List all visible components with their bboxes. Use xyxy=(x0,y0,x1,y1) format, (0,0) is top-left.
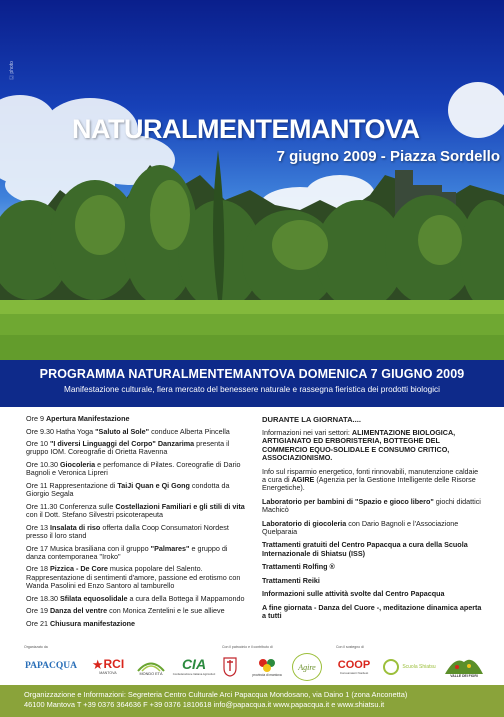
activity-item xyxy=(262,541,484,558)
footer-contact-details: 46100 Mantova T +39 0376 364636 F +39 0376 1810618 info@papacqua.it www.papacqua.it e www.shiatsu.it xyxy=(24,700,385,709)
papacqua-logo: PAPACQUA xyxy=(25,661,77,671)
valle-landscape-icon xyxy=(445,654,483,674)
schedule-item-text: presenta il gruppo IOM. Coreografie di Orietta Ravenna xyxy=(26,439,230,457)
activity-item xyxy=(262,604,484,621)
schedule-item-text: Ore 9.30 Hatha Yoga xyxy=(26,426,96,436)
organizer-label: Organizzato da xyxy=(24,645,48,649)
schedule-item xyxy=(26,415,248,423)
activity-item-highlight: Trattamenti Reiki xyxy=(262,575,320,585)
schedule-item-text: Ore 10.30 xyxy=(26,459,60,469)
program-band xyxy=(0,360,504,407)
activity-item-highlight: Trattamenti gratuiti del Centro Papacqua a cura della Scuola Internazionale di Shiatsu (ISS) xyxy=(262,540,468,558)
schedule-item-text: offerta dalla Coop Consumatori Nordest presso il loro stand xyxy=(26,522,229,541)
footer-organization: Organizzazione e Informazioni: Segreteria Centro Culturale Arci Papacqua Mondosano, via Daino 1 (zona Anconetta) xyxy=(24,690,408,699)
schedule-item-text: Ore 21 xyxy=(26,618,50,628)
schedule-item-text: a cura della Bottega il Mappamondo xyxy=(127,593,245,603)
schedule-item-text: Ore 18.30 xyxy=(26,593,60,603)
schedule-item-highlight: "Palmares" xyxy=(150,543,190,553)
valle-dei-fiori-logo: VALLE DEI FIORI xyxy=(442,651,486,681)
schedule-item-text: Ore 11.30 Conferenza sulle xyxy=(26,501,116,511)
activity-item xyxy=(262,468,484,493)
schedule-item xyxy=(26,524,248,541)
activity-item-highlight: Laboratorio per bambini di "Spazio e gioco libero" xyxy=(262,496,434,506)
schedule-item xyxy=(26,440,248,457)
activity-item xyxy=(262,498,484,515)
schedule-item-text: conduce Alberta Pincella xyxy=(149,426,230,436)
event-date: 7 giugno 2009 - Piazza Sordello xyxy=(276,148,500,165)
schedule-item xyxy=(26,595,248,603)
mondo-eta-logo: MONDO ETÀ xyxy=(134,653,168,679)
schedule-item-highlight: "I diversi Linguaggi del Corpo" Danzarima xyxy=(49,439,195,448)
schedule-item-text: Ore 9 xyxy=(26,414,46,423)
activity-item-highlight: AGIRE xyxy=(291,475,315,485)
schedule-item-text: Ore 17 Musica brasiliana con il gruppo xyxy=(26,543,151,553)
activity-item xyxy=(262,577,484,585)
provincia-flower-icon xyxy=(257,657,277,673)
activity-item xyxy=(262,520,484,537)
schedule-item-text: Ore 10 xyxy=(26,439,50,448)
activity-item-text: Informazioni nei vari settori: xyxy=(262,428,352,437)
collab-label: Con il patrocinio e il contributo di xyxy=(222,645,273,649)
schedule-item xyxy=(26,428,248,436)
schedule-item-highlight: Insalata di riso xyxy=(49,522,101,532)
activity-item-highlight: A fine giornata - Danza del Cuore -, meditazione dinamica aperta a tutti xyxy=(262,602,482,620)
comune-crest-icon xyxy=(220,655,240,679)
activities-heading: DURANTE LA GIORNATA.... xyxy=(262,415,361,424)
photo-credit-tag: Ⓒ photo xyxy=(9,61,15,80)
schedule-item-highlight: "Saluto al Sole" xyxy=(95,426,150,436)
arci-star-icon: ★ xyxy=(91,656,104,672)
schedule-item-highlight: Sfilata equosolidale xyxy=(59,593,128,603)
schedule-item-text: Ore 18 xyxy=(26,564,50,574)
shiatsu-circle-icon xyxy=(382,658,400,676)
schedule-item-text: musica popolare del Salento. Rappresentazione di sentimenti d'amore, passione ed erotismo con Wanda Pasolini ed Enzo Santoro al tamburello xyxy=(26,564,241,591)
schedule-item xyxy=(26,503,248,520)
schedule-item xyxy=(26,620,248,628)
schedule-item-highlight: Costellazioni Familiari e gli stili di vita xyxy=(115,501,245,511)
schedule-item-highlight: Pizzica - De Core xyxy=(49,564,108,574)
sponsor-logos xyxy=(0,643,504,685)
schedule-item-highlight: Giocoleria xyxy=(59,459,96,469)
activity-item xyxy=(262,590,484,598)
schedule-item-highlight: Danza del ventre xyxy=(49,606,108,616)
support-label: Con il sostegno di xyxy=(336,645,364,649)
schedule-item-text: Ore 13 xyxy=(26,522,50,532)
schedule-item xyxy=(26,545,248,562)
agire-logo: Agire xyxy=(292,653,322,681)
schedule-item-text: con il Dott. Stefano Silvestri psicoterapeuta xyxy=(26,510,164,520)
activity-item-text: Info sul risparmio energetico, fonti rinnovabili, manutenzione caldaie a cura di xyxy=(262,466,479,485)
arci-logo: ★ RCI MANTOVA xyxy=(91,656,125,675)
activity-item-text: giochi didattici Machicò xyxy=(262,496,481,515)
schedule-item xyxy=(26,461,248,478)
schedule-item-text: condotta da Giorgio Segala xyxy=(26,480,230,499)
cia-logo: CIA Confederazione Italiana Agricoltori xyxy=(172,656,216,676)
wheat-icon xyxy=(136,656,166,672)
program-body xyxy=(0,407,504,643)
schedule-column xyxy=(26,415,248,632)
program-subtitle: Manifestazione culturale, fiera mercato del benessere naturale e rassegna fieristica dei prodotti biologici xyxy=(64,385,440,394)
activity-item-highlight: ALIMENTAZIONE BIOLOGICA, ARTIGIANATO ED ERBORISTERIA, BOTTEGHE DEL COMMERCIO EQUO-SOLIDALE E CONSUMO CRITICO, ASSOCIAZIONISMO. xyxy=(262,428,456,463)
schedule-item-text: Ore 11 Rappresentazione di xyxy=(26,480,118,490)
activities-column xyxy=(262,415,484,625)
event-title: NATURALMENTEMANTOVA xyxy=(72,114,420,144)
schedule-item-highlight: TaiJi Quan e Qi Gong xyxy=(117,480,190,490)
coop-logo: COOP Consumatori Nordest xyxy=(337,659,371,675)
program-title: PROGRAMMA NATURALMENTEMANTOVA DOMENICA 7 GIUGNO 2009 xyxy=(39,367,465,381)
shiatsu-logo: Scuola Shiatsu xyxy=(380,653,438,681)
schedule-item-highlight: Chiusura manifestazione xyxy=(49,618,136,628)
activity-item-text: (Agenzia per la Gestione Intelligente delle Risorse Energetiche). xyxy=(262,475,476,493)
schedule-item xyxy=(26,607,248,615)
schedule-item-text: Ore 19 xyxy=(26,606,50,616)
provincia-logo: provincia di mantova xyxy=(246,653,288,681)
schedule-item xyxy=(26,565,248,590)
activity-item-highlight: Laboratorio di giocoleria xyxy=(262,518,347,528)
activity-item-text: con Dario Bagnoli e l'Associazione Quelparaia xyxy=(262,518,459,537)
schedule-item-highlight: Apertura Manifestazione xyxy=(45,414,130,423)
schedule-item-text: e gruppo di danza contemporanea "Iroko" xyxy=(26,543,228,561)
activity-item xyxy=(262,429,484,463)
schedule-item xyxy=(26,482,248,499)
schedule-item-text: e perfomance di Pilates. Coreografie di Dario Bagnoli e Veronica Lipreri xyxy=(26,459,241,478)
activity-item xyxy=(262,563,484,571)
footer-contacts xyxy=(0,685,504,717)
schedule-item-text: con Monica Zentelini e le sue allieve xyxy=(107,606,225,616)
activity-item-highlight: Trattamenti Rolfing ® xyxy=(262,562,335,572)
activity-item-highlight: Informazioni sulle attività svolte dal Centro Papacqua xyxy=(262,589,445,599)
